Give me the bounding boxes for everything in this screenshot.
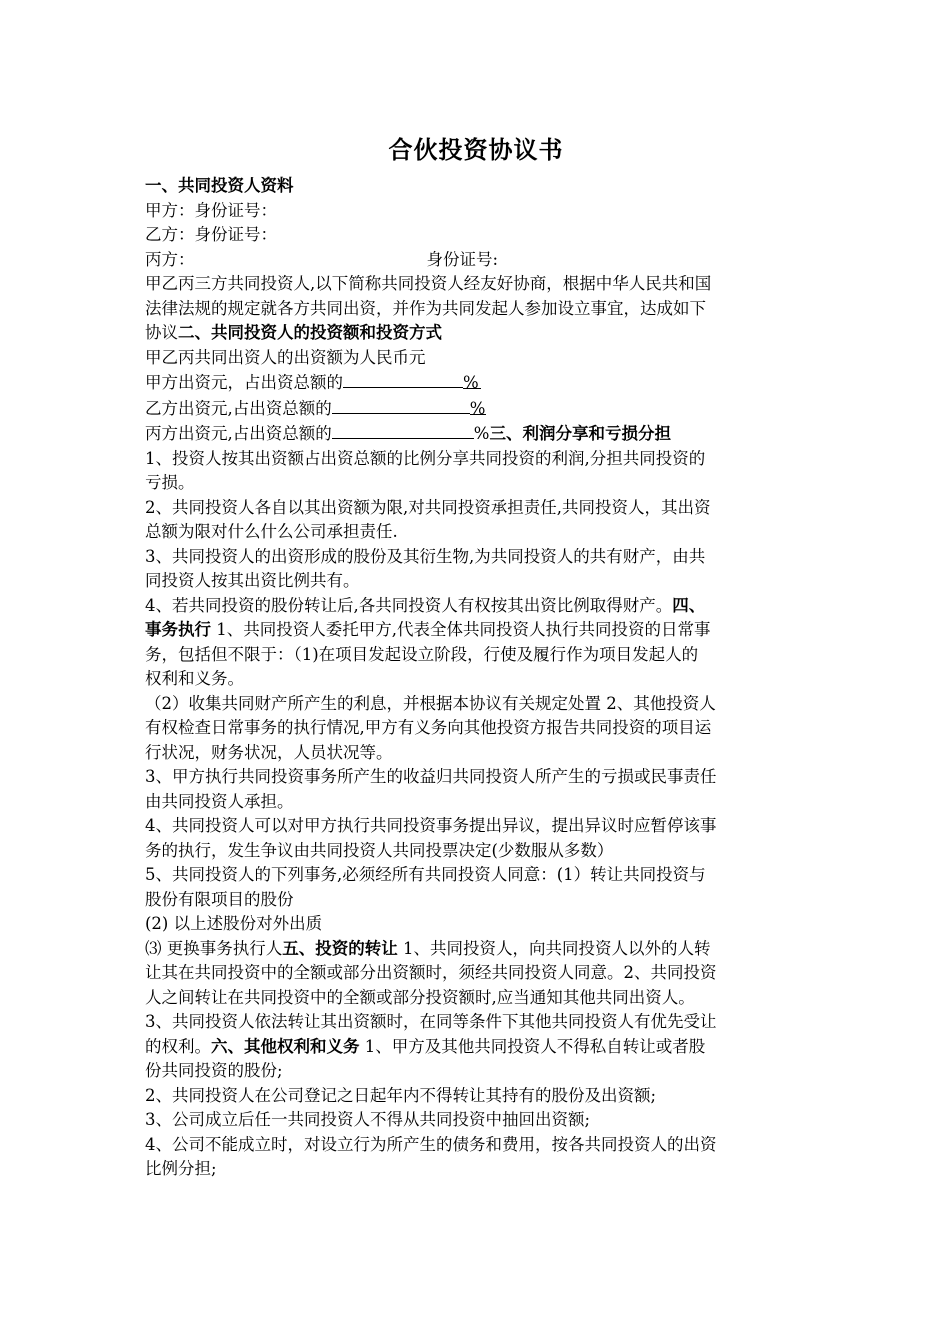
paragraph-line: 2、共同投资人各自以其出资额为限,对共同投资承担责任,共同投资人，其出资 (145, 497, 711, 517)
paragraph-line (145, 937, 807, 962)
paragraph-line: 2、共同投资人在公司登记之日起年内不得转让其持有的股份及出资额; (145, 1085, 657, 1105)
paragraph-line (145, 618, 807, 643)
paragraph-line: 份共同投资的股份; (145, 1061, 283, 1080)
document-title: 合伙投资协议书 (388, 136, 564, 164)
party-c-id-label: 身份证号: (426, 249, 499, 269)
inline-text: 丙方出资元,占出资总额的 (145, 424, 332, 443)
percent-sign: % (469, 398, 486, 418)
paragraph-line: 行状况，财务状况，人员状况等。 (145, 742, 393, 762)
inline-text: 的权利。 (145, 1036, 211, 1056)
percent-sign: % (463, 371, 481, 389)
party-c-label: 丙方： (145, 249, 195, 269)
paragraph-line: 同投资人按其出资比例共有。 (145, 571, 360, 590)
inline-text: 1、共同投资人，向共同投资人以外的人转 (397, 938, 711, 958)
paragraph-line: 3、甲方执行共同投资事务所产生的收益归共同投资人所产生的亏损或民事责任 (145, 767, 717, 786)
section-heading-other-rights: 六、其他权利和义务 (211, 1036, 360, 1056)
percent-sign: % (473, 424, 490, 443)
paragraph-line: 甲乙丙共同出资人的出资额为人民币元 (145, 347, 426, 367)
inline-text: 1、甲方及其他共同投资人不得私自转让或者股 (359, 1036, 706, 1056)
paragraph-line: 让其在共同投资中的全额或部分出资额时，须经共同投资人同意。2、共同投资 (145, 963, 717, 982)
paragraph-line: (2) 以上述股份对外出质 (145, 914, 323, 933)
paragraph-line: 1、投资人按其出资额占出资总额的比例分享共同投资的利润,分担共同投资的 (145, 448, 706, 468)
inline-text: 甲方出资元，占出资总额的 (145, 373, 343, 392)
section-heading-profit: 三、利润分享和亏损分担 (489, 424, 671, 443)
section-heading-investment: 二、共同投资人的投资额和投资方式 (178, 323, 442, 342)
inline-text: 乙方出资元,占出资总额的 (145, 398, 332, 418)
inline-text: 1、共同投资人委托甲方,代表全体共同投资人执行共同投资的日常事 (211, 620, 711, 639)
paragraph-line: （2）收集共同财产所产生的利息，并根据本协议有关规定处置 2、其他投资人 (145, 693, 716, 713)
section-heading-affairs: 事务执行 (145, 620, 211, 639)
blank-underline (343, 370, 463, 388)
paragraph-line: 权利和义务。 (145, 669, 244, 688)
section-heading-affairs-number: 四、 (672, 595, 706, 615)
paragraph-line: 总额为限对什么什么公司承担责任. (145, 522, 398, 541)
paragraph-line: 由共同投资人承担。 (145, 791, 294, 811)
paragraph-line: 亏损。 (145, 473, 195, 492)
paragraph-line: 法律法规的规定就各方共同出资，并作为共同发起人参加设立事宜，达成如下 (145, 298, 706, 318)
paragraph-line: 甲乙丙三方共同投资人,以下简称共同投资人经友好协商，根据中华人民共和国 (145, 274, 712, 293)
paragraph-line: 务，包括但不限于：（1)在项目发起设立阶段，行使及履行作为项目发起人的 (145, 644, 699, 664)
party-b-line: 乙方：身份证号： (145, 225, 277, 244)
blank-underline (332, 396, 470, 414)
party-c-share-line (145, 421, 807, 447)
paragraph-line: 股份有限项目的股份 (145, 889, 294, 909)
inline-text: 协议 (145, 323, 178, 342)
paragraph-line: 务的执行，发生争议由共同投资人共同投票决定(少数服从多数） (145, 840, 614, 860)
inline-text: 4、若共同投资的股份转让后,各共同投资人有权按其出资比例取得财产。 (145, 595, 673, 615)
paragraph-line (145, 321, 807, 346)
paragraph-line: 比例分担; (145, 1159, 217, 1178)
party-a-share-line (145, 370, 807, 396)
paragraph-line: 3、共同投资人的出资形成的股份及其衍生物,为共同投资人的共有财产，由共 (145, 546, 706, 566)
paragraph-line (145, 1035, 807, 1060)
paragraph-line (145, 594, 807, 619)
blank-underline (332, 421, 474, 439)
party-a-line: 甲方：身份证号： (145, 200, 277, 220)
paragraph-line: 3、公司成立后任一共同投资人不得从共同投资中抽回出资额; (145, 1110, 591, 1129)
paragraph-line: 3、共同投资人依法转让其出资额时，在同等条件下其他共同投资人有优先受让 (145, 1012, 717, 1031)
paragraph-line: 人之间转让在共同投资中的全额或部分投资额时,应当通知其他共同出资人。 (145, 987, 695, 1007)
section-heading-transfer: 五、投资的转让 (282, 938, 398, 958)
inline-text: ⑶ 更换事务执行人 (145, 938, 283, 958)
party-c-line (145, 248, 807, 273)
paragraph-line: 5、共同投资人的下列事务,必须经所有共同投资人同意：(1）转让共同投资与 (145, 865, 706, 884)
paragraph-line: 有权检查日常事务的执行情况,甲方有义务向其他投资方报告共同投资的项目运 (145, 718, 712, 737)
paragraph-line: 4、共同投资人可以对甲方执行共同投资事务提出异议，提出异议时应暂停该事 (145, 816, 717, 835)
party-b-share-line (145, 396, 807, 422)
section-heading-investor-info: 一、共同投资人资料 (145, 176, 294, 195)
document-page (145, 128, 807, 1182)
paragraph-line: 4、公司不能成立时，对设立行为所产生的债务和费用，按各共同投资人的出资 (145, 1134, 717, 1154)
